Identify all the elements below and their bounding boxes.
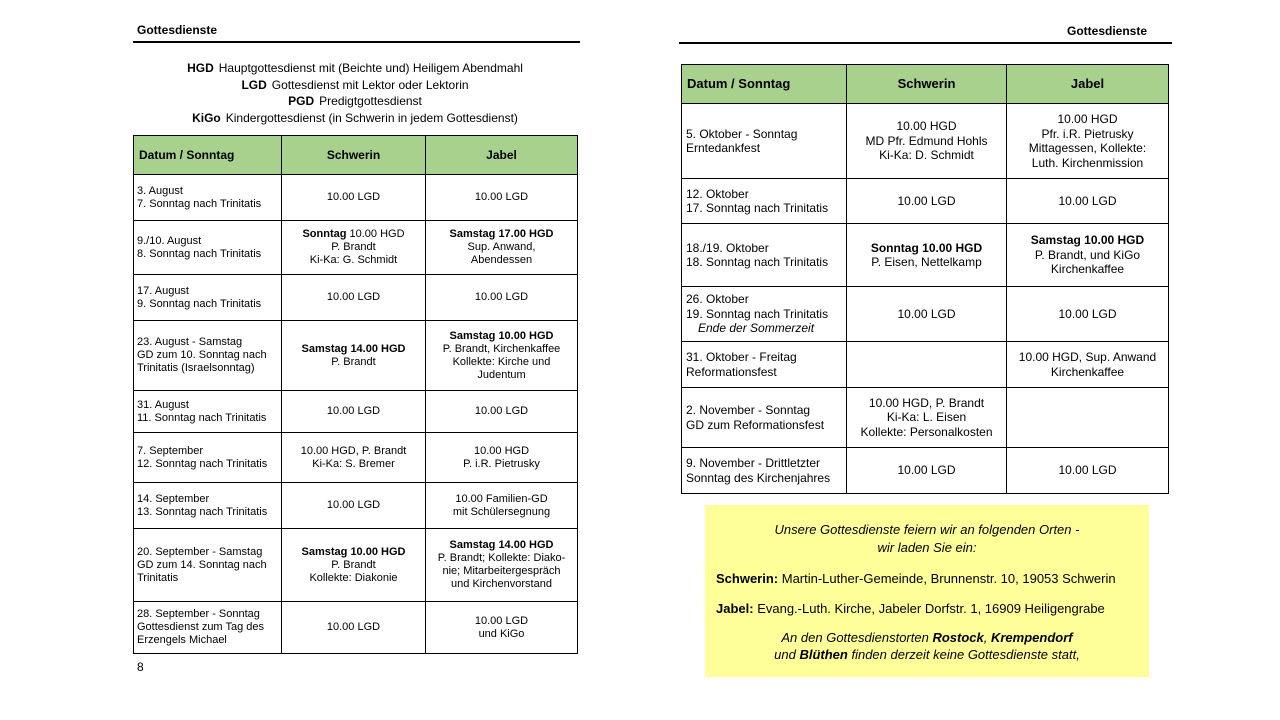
cell-text: Sup. Anwand, [467, 241, 536, 253]
cell-text: mit Schülersegnung [452, 505, 551, 518]
date-line: GD zum Reformationsfest [686, 417, 825, 432]
cell-text: P. Eisen, Nettelkamp [871, 255, 982, 269]
table-row [134, 602, 578, 654]
cell-line [1011, 463, 1164, 478]
legend-text: Kindergottesdienst (in Schwerin in jedem Gottesdienst) [225, 110, 518, 125]
cell-line [430, 241, 573, 254]
date-cell [134, 391, 282, 433]
cell-text: 10.00 LGD [326, 191, 381, 203]
schwerin-cell [282, 275, 426, 321]
cell-text-bold: Samstag 10.00 HGD [1030, 233, 1145, 248]
location-address: Evang.-Luth. Kirche, Jabeler Dorfstr. 1, 16909 Heiligengrabe [753, 601, 1105, 616]
cell-text: Kollekte: Kirche und [452, 355, 551, 368]
cell-line [1011, 112, 1164, 127]
table-row [134, 321, 578, 391]
right-schedule-table [681, 64, 1169, 494]
date-line: Erntedankfest [686, 141, 761, 155]
cell-text: Judentum [477, 368, 526, 381]
col-header-schwerin: Schwerin [282, 136, 426, 175]
cell-line [430, 565, 573, 578]
cell-text: Abendessen [470, 254, 533, 266]
cell-line [286, 291, 421, 304]
cell-line [286, 572, 421, 585]
cell-line [430, 615, 573, 628]
cell-line [430, 552, 573, 565]
left-header-rule [133, 41, 580, 43]
col-header-date: Datum / Sonntag [682, 65, 847, 104]
date-line: 9. Sonntag nach Trinitatis [137, 297, 262, 310]
cell-text-bold: Samstag 10.00 HGD [449, 329, 554, 342]
cell-text: 10.00 LGD [897, 463, 956, 478]
cell-text-bold: Samstag 10.00 HGD [301, 545, 406, 558]
info-intro-line: wir laden Sie ein: [877, 540, 977, 555]
place-name: Krempendorf [990, 630, 1073, 645]
locations-info-box [705, 505, 1149, 677]
date-line: 9. November - Drittletzter [686, 456, 821, 470]
cell-text: Ki-Ka: G. Schmidt [309, 254, 398, 266]
cell-line [430, 343, 573, 356]
cell-text: 10.00 LGD [474, 614, 529, 627]
date-line: 3. August [137, 184, 183, 197]
cell-text: 10.00 LGD [897, 193, 956, 208]
cell-text: P. Brandt, und KiGo [1034, 247, 1141, 262]
cell-line [286, 405, 421, 418]
cell-text: 10.00 LGD [474, 291, 529, 303]
schwerin-cell [282, 391, 426, 433]
left-page-header: Gottesdienste [137, 23, 218, 37]
col-header-jabel: Jabel [426, 136, 578, 175]
table-row [134, 483, 578, 529]
date-line: 23. August - Samstag [137, 336, 243, 348]
date-line: 8. Sonntag nach Trinitatis [137, 247, 262, 260]
date-line: 31. August [137, 398, 189, 411]
date-cell [134, 221, 282, 275]
cell-text: P. Brandt [331, 558, 376, 571]
jabel-cell [1007, 342, 1169, 388]
cell-line [430, 539, 573, 552]
date-cell [682, 388, 847, 448]
cell-text: nie; Mitarbeitergespräch [442, 565, 561, 577]
col-header-jabel: Jabel [1007, 65, 1169, 104]
date-line: 17. Sonntag nach Trinitatis [686, 201, 829, 215]
schwerin-cell [847, 388, 1007, 448]
schwerin-cell [282, 483, 426, 529]
date-cell [134, 602, 282, 654]
place-name: Blüthen [799, 647, 848, 662]
location-address: Martin-Luther-Gemeinde, Brunnenstr. 10, 19053 Schwerin [778, 571, 1116, 586]
table-row [682, 342, 1169, 388]
note-text: und [774, 647, 800, 662]
cell-line [851, 119, 1002, 134]
cell-line [430, 291, 573, 304]
right-page-header: Gottesdienste [1067, 24, 1148, 38]
cell-line [851, 148, 1002, 163]
date-line: 5. Oktober - Sonntag [686, 126, 798, 141]
cell-line [851, 134, 1002, 149]
cell-text: 10.00 HGD [1057, 112, 1118, 126]
jabel-cell [426, 602, 578, 654]
cell-text: 10.00 LGD [1058, 193, 1117, 208]
col-header-date: Datum / Sonntag [134, 136, 282, 175]
legend-abbr: LGD [241, 77, 267, 92]
schwerin-cell [847, 448, 1007, 494]
cell-line [286, 546, 421, 559]
cell-line [1011, 365, 1164, 380]
cell-line [430, 356, 573, 369]
cell-text: 10.00 LGD [326, 291, 381, 303]
right-header-rule [679, 42, 1172, 44]
date-note: Ende der Sommerzeit [698, 321, 815, 336]
schwerin-cell [282, 175, 426, 221]
cell-line [430, 578, 573, 591]
cell-line [430, 458, 573, 471]
cell-line [286, 191, 421, 204]
legend-text: Predigtgottesdienst [319, 94, 422, 108]
legend-abbr: HGD [187, 61, 214, 75]
cell-line [430, 369, 573, 382]
jabel-cell [426, 175, 578, 221]
cell-text: 10.00 HGD, P. Brandt [300, 444, 407, 457]
note-text: finden derzeit keine Gottesdienste statt, [847, 647, 1080, 662]
table-row [134, 175, 578, 221]
cell-line [1011, 248, 1164, 263]
date-line: 12. Sonntag nach Trinitatis [137, 457, 268, 470]
cell-text: P. Brandt [331, 241, 376, 253]
cell-line [1011, 194, 1164, 209]
cell-line [286, 228, 421, 241]
cell-line [1011, 141, 1164, 156]
cell-line [851, 194, 1002, 209]
cell-line [851, 241, 1002, 256]
cell-line [851, 396, 1002, 411]
cell-text-bold: Sonntag 10.00 HGD [870, 240, 983, 255]
table-row [682, 388, 1169, 448]
date-cell [134, 321, 282, 391]
cell-text-bold: Samstag 17.00 HGD [449, 228, 554, 240]
cell-line [286, 458, 421, 471]
schwerin-cell [282, 529, 426, 602]
schwerin-cell [847, 342, 1007, 388]
cell-text: P. Brandt; Kollekte: Diako- [437, 552, 566, 564]
table-row [682, 179, 1169, 224]
cell-text: 10.00 LGD [474, 191, 529, 203]
cell-text: MD Pfr. Edmund Hohls [865, 133, 988, 148]
cell-line [1011, 156, 1164, 171]
jabel-cell [1007, 104, 1169, 179]
cell-line [286, 445, 421, 458]
date-cell [134, 483, 282, 529]
cell-line [851, 410, 1002, 425]
cell-line [430, 493, 573, 506]
date-cell [682, 104, 847, 179]
cell-line [851, 255, 1002, 270]
date-cell [134, 529, 282, 602]
cell-line [430, 506, 573, 519]
legend-text: Gottesdienst mit Lektor oder Lektorin [271, 77, 469, 92]
date-line: 31. Oktober - Freitag [686, 350, 797, 364]
date-line: Trinitatis [137, 571, 179, 584]
cell-text: 10.00 Familien-GD [455, 492, 548, 505]
date-line: 2. November - Sonntag [686, 403, 811, 417]
cell-text: 10.00 LGD [326, 621, 381, 633]
date-line: 7. September [137, 444, 204, 457]
cell-line [286, 241, 421, 254]
info-intro-line: Unsere Gottesdienste feiern wir an folgenden Orten - [774, 522, 1080, 537]
cell-text: 10.00 LGD [1058, 463, 1117, 478]
location-jabel [705, 601, 1149, 617]
date-cell [134, 433, 282, 483]
left-schedule-table [133, 135, 578, 654]
info-intro [705, 521, 1149, 557]
info-note [705, 629, 1149, 663]
cell-text: 10.00 LGD [474, 405, 529, 417]
table-row [134, 433, 578, 483]
cell-line [430, 254, 573, 267]
jabel-cell [1007, 179, 1169, 224]
cell-text: 10.00 HGD [346, 228, 405, 240]
cell-text: 10.00 HGD [473, 444, 530, 457]
cell-line [1011, 350, 1164, 365]
date-line: 7. Sonntag nach Trinitatis [137, 197, 262, 210]
date-line: Erzengels Michael [137, 634, 227, 646]
cell-line [1011, 307, 1164, 322]
date-cell [134, 175, 282, 221]
cell-text: P. Brandt [331, 355, 376, 368]
cell-line [430, 228, 573, 241]
cell-line [851, 425, 1002, 440]
location-schwerin [705, 571, 1149, 587]
legend-item [132, 60, 578, 77]
date-line: 17. August [137, 284, 189, 297]
place-name: Rostock [932, 630, 984, 645]
location-name: Schwerin: [716, 571, 779, 586]
date-line: 28. September - Sonntag [137, 608, 260, 620]
table-row [682, 287, 1169, 342]
date-line: 19. Sonntag nach Trinitatis [686, 306, 829, 321]
info-note-line [705, 646, 1149, 663]
cell-line [286, 621, 421, 634]
date-line: 18. Sonntag nach Trinitatis [686, 255, 829, 269]
table-row [682, 448, 1169, 494]
cell-line [430, 191, 573, 204]
table-row [134, 221, 578, 275]
legend-item [132, 110, 578, 127]
date-cell [682, 342, 847, 388]
schwerin-cell [282, 321, 426, 391]
cell-line [430, 445, 573, 458]
jabel-cell [1007, 287, 1169, 342]
cell-line [851, 307, 1002, 322]
cell-line [430, 330, 573, 343]
cell-text: P. Brandt, Kirchenkaffee [442, 342, 561, 355]
jabel-cell [426, 221, 578, 275]
date-line: Gottesdienst zum Tag des [137, 621, 264, 633]
cell-text-bold: Samstag 14.00 HGD [301, 342, 406, 355]
legend-item [132, 93, 578, 110]
abbreviation-legend [132, 60, 578, 126]
cell-text: Ki-Ka: L. Eisen [886, 410, 967, 425]
note-text: , [983, 630, 991, 645]
cell-text: 10.00 LGD [326, 405, 381, 417]
cell-text: Kollekte: Personalkosten [860, 424, 993, 439]
cell-line [1011, 127, 1164, 142]
date-line: Reformationsfest [686, 364, 777, 379]
date-line: 18./19. Oktober [686, 240, 769, 255]
date-line: 13. Sonntag nach Trinitatis [137, 505, 268, 518]
table-row [682, 224, 1169, 287]
date-cell [682, 224, 847, 287]
cell-line [851, 463, 1002, 478]
table-row [682, 104, 1169, 179]
cell-text: 10.00 HGD, P. Brandt [868, 395, 985, 410]
jabel-cell [426, 321, 578, 391]
schwerin-cell [847, 287, 1007, 342]
date-line: 11. Sonntag nach Trinitatis [137, 411, 267, 424]
cell-text: 10.00 LGD [897, 306, 956, 321]
date-cell [682, 287, 847, 342]
cell-text: P. i.R. Pietrusky [463, 457, 540, 470]
cell-text: 10.00 HGD [896, 119, 957, 134]
jabel-cell [1007, 388, 1169, 448]
cell-line [286, 254, 421, 267]
cell-text: Kirchenkaffee [1050, 364, 1125, 379]
schwerin-cell [847, 104, 1007, 179]
jabel-cell [426, 529, 578, 602]
page-number: 8 [137, 660, 144, 674]
cell-line [430, 405, 573, 418]
legend-abbr: KiGo [192, 110, 221, 125]
schwerin-cell [847, 224, 1007, 287]
legend-text: Hauptgottesdienst mit (Beichte und) Heiligem Abendmahl [218, 61, 523, 75]
cell-line [286, 559, 421, 572]
date-line: 20. September - Samstag [137, 545, 263, 558]
cell-text: Mittagessen, Kollekte: [1028, 141, 1147, 155]
date-line: 26. Oktober [686, 292, 749, 307]
jabel-cell [426, 483, 578, 529]
cell-line [430, 628, 573, 641]
jabel-cell [1007, 224, 1169, 287]
cell-line [1011, 233, 1164, 248]
cell-text: 10.00 LGD [1058, 306, 1117, 321]
table-row [134, 275, 578, 321]
legend-abbr: PGD [288, 94, 315, 108]
date-line: 9./10. August [137, 234, 202, 247]
jabel-cell [1007, 448, 1169, 494]
date-line: 14. September [137, 492, 210, 505]
cell-text-bold: Samstag 14.00 HGD [449, 539, 554, 551]
date-line: Sonntag des Kirchenjahres [686, 470, 831, 485]
cell-line [286, 499, 421, 512]
schwerin-cell [282, 433, 426, 483]
schwerin-cell [282, 602, 426, 654]
table-row [134, 529, 578, 602]
cell-text: Kirchenkaffee [1050, 262, 1125, 277]
info-note-line [705, 629, 1149, 646]
date-line: 12. Oktober [686, 186, 749, 201]
date-cell [134, 275, 282, 321]
cell-text: Ki-Ka: D. Schmidt [879, 148, 974, 163]
cell-text: 10.00 LGD [326, 499, 381, 511]
cell-line [286, 343, 421, 356]
cell-text: Ki-Ka: S. Bremer [312, 457, 395, 470]
cell-text: 10.00 HGD, Sup. Anwand [1018, 350, 1157, 364]
cell-text: Luth. Kirchenmission [1031, 155, 1144, 170]
schwerin-cell [282, 221, 426, 275]
cell-text: Kollekte: Diakonie [309, 571, 398, 584]
note-text: An den Gottesdienstorten [781, 630, 933, 645]
cell-text: und KiGo [478, 627, 525, 640]
cell-line [1011, 262, 1164, 277]
date-line: GD zum 10. Sonntag nach [137, 349, 267, 361]
jabel-cell [426, 391, 578, 433]
date-cell [682, 448, 847, 494]
col-header-schwerin: Schwerin [847, 65, 1007, 104]
jabel-cell [426, 433, 578, 483]
table-row [134, 391, 578, 433]
cell-line [286, 356, 421, 369]
location-name: Jabel: [716, 601, 754, 616]
date-line: Trinitatis (Israelsonntag) [137, 362, 255, 374]
legend-item [132, 77, 578, 94]
cell-text-bold: Sonntag [302, 228, 347, 240]
schwerin-cell [847, 179, 1007, 224]
date-cell [682, 179, 847, 224]
cell-text: und Kirchenvorstand [451, 578, 552, 590]
jabel-cell [426, 275, 578, 321]
date-line: GD zum 14. Sonntag nach [137, 558, 267, 571]
cell-text: Pfr. i.R. Pietrusky [1041, 126, 1134, 141]
